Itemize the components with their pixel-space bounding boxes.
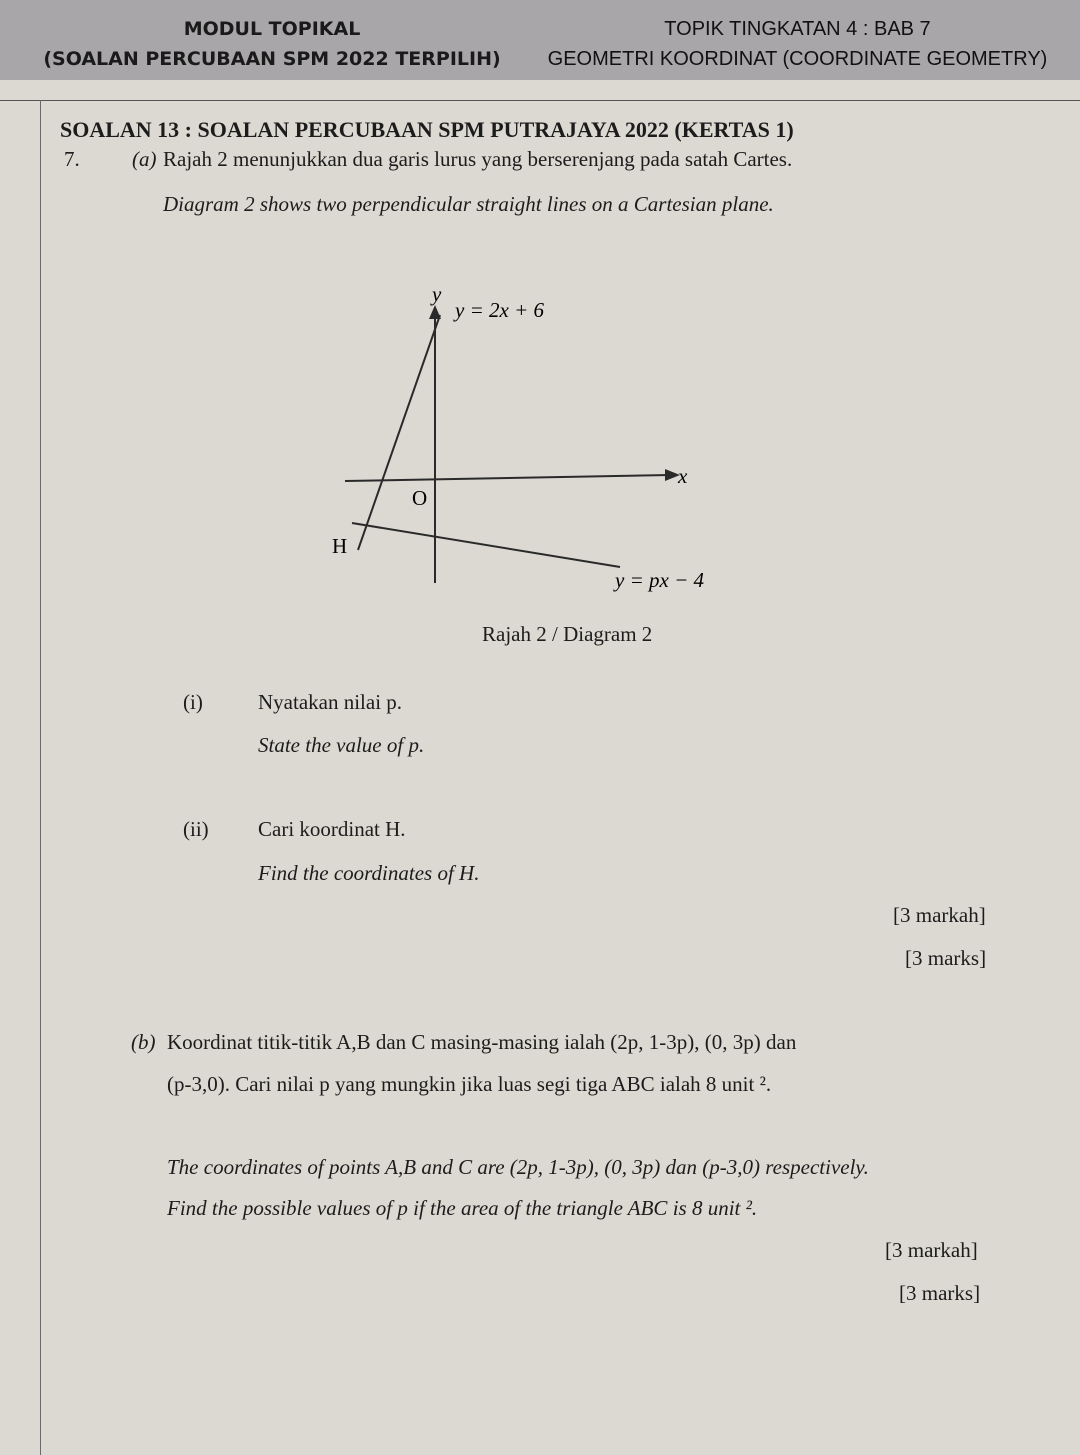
question-number: 7.: [64, 147, 80, 171]
cartesian-diagram: [330, 275, 730, 595]
marks-b-english: [3 marks]: [899, 1281, 981, 1305]
header-divider: [0, 100, 1080, 101]
sub-i-english: State the value of p.: [258, 733, 425, 757]
marks-b-malay: [3 markah]: [885, 1238, 978, 1262]
sub-i-malay: Nyatakan nilai p.: [258, 690, 403, 714]
module-title-line1: MODUL TOPIKAL: [183, 18, 361, 40]
topic-title-line1: TOPIK TINGKATAN 4 : BAB 7: [664, 18, 931, 40]
module-title-line2: (SOALAN PERCUBAAN SPM 2022 TERPILIH): [43, 48, 501, 70]
topic-title-line2: GEOMETRI KOORDINAT (COORDINATE GEOMETRY): [547, 48, 1048, 70]
part-b-english-line2: Find the possible values of p if the area of the triangle ABC is 8 unit ².: [167, 1196, 758, 1220]
sub-ii-malay: Cari koordinat H.: [258, 817, 406, 841]
line2-equation: y = px − 4: [615, 568, 704, 592]
part-a-malay: Rajah 2 menunjukkan dua garis lurus yang berserenjang pada satah Cartes.: [163, 147, 793, 171]
point-h-label: H: [332, 534, 348, 558]
sub-ii-english: Find the coordinates of H.: [258, 861, 480, 885]
line-y-px-4: [352, 523, 620, 567]
question-title: SOALAN 13 : SOALAN PERCUBAAN SPM PUTRAJAYA 2022 (KERTAS 1): [60, 117, 794, 142]
part-b-malay-line1: Koordinat titik-titik A,B dan C masing-masing ialah (2p, 1-3p), (0, 3p) dan: [167, 1030, 797, 1054]
topic-title: [525, 14, 1070, 74]
diagram-caption: Rajah 2 / Diagram 2: [482, 622, 653, 646]
margin-line: [40, 100, 41, 1455]
part-b-english-line1: The coordinates of points A,B and C are (2p, 1-3p), (0, 3p) dan (p-3,0) respectively.: [167, 1155, 869, 1179]
sub-i-label: (i): [183, 690, 203, 714]
line-y-2x-6: [358, 315, 440, 550]
origin-label: O: [412, 486, 428, 510]
x-axis-label: x: [678, 464, 688, 488]
line1-equation: y = 2x + 6: [455, 298, 544, 322]
sub-ii-label: (ii): [183, 817, 209, 841]
x-axis-line: [345, 475, 670, 481]
y-axis-label: y: [432, 282, 442, 306]
part-b-malay-line2: (p-3,0). Cari nilai p yang mungkin jika luas segi tiga ABC ialah 8 unit ².: [167, 1072, 772, 1096]
part-b-label: (b): [131, 1030, 156, 1054]
module-title: [22, 14, 522, 74]
part-a-label: (a): [132, 147, 157, 171]
part-a-english: Diagram 2 shows two perpendicular straight lines on a Cartesian plane.: [163, 192, 774, 216]
page-header: [0, 0, 1080, 80]
marks-a-malay: [3 markah]: [893, 903, 986, 927]
marks-a-english: [3 marks]: [905, 946, 987, 970]
